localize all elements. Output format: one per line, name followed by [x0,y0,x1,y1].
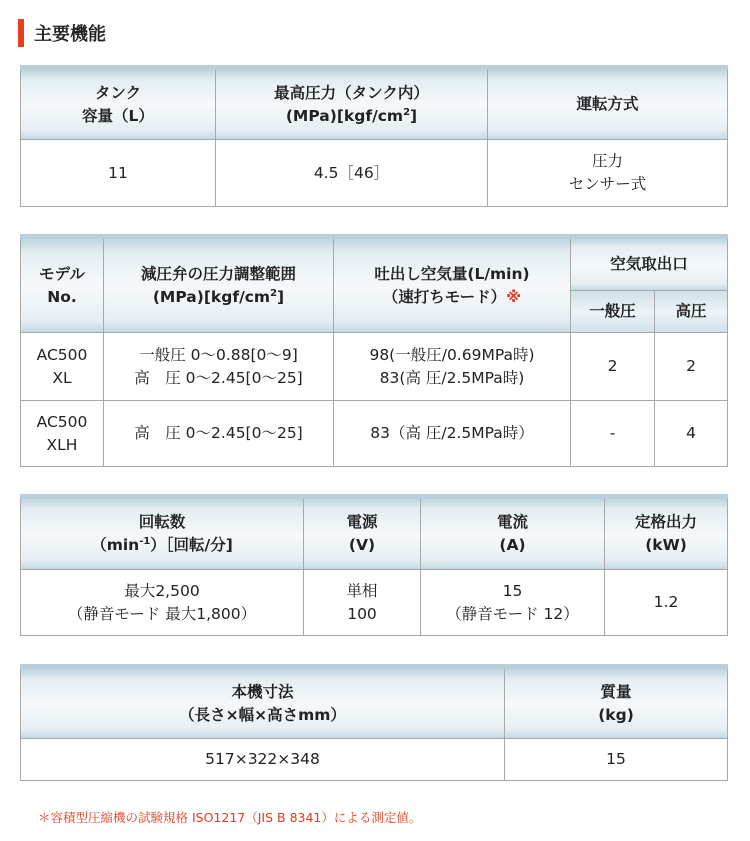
cell-line: AC500 [36,345,88,364]
header-rated-output [605,497,728,570]
table-header-row [21,497,728,570]
header-air-outlet [571,237,728,291]
header-unit-end: ] [277,287,285,306]
header-line: 本機寸法 [231,682,294,701]
table-row [21,333,728,401]
cell-outlet-high: 4 [655,401,728,467]
table-header-row [21,68,728,140]
cell-outlet-general: - [571,401,655,467]
cell-outlet-high: 2 [655,333,728,401]
header-line: 空気取出口 [610,255,688,273]
header-unit: （min [91,536,140,554]
dimensions-table [20,664,728,781]
cell-operation-method [488,140,728,207]
cell-line: 高 圧 0～2.45[0～25] [134,424,303,442]
cell-line: （静音モード 12） [446,604,579,623]
motor-spec-table [20,494,728,636]
header-line: 定格出力 [634,513,697,531]
header-weight [505,667,728,739]
header-outlet-high: 高圧 [655,291,728,333]
cell-max-pressure [216,140,488,207]
header-unit: (MPa)[kgf/cm [152,287,271,306]
superscript: 2 [270,287,278,299]
cell-line: 単相 [346,581,378,600]
cell-power-supply [304,570,421,636]
header-line: (V) [348,536,376,554]
cell-line: AC500 [36,412,88,431]
table-row [21,140,728,207]
header-line: (kg) [598,705,634,724]
cell-line: 1.2 [653,593,679,611]
model-spec-table [20,234,728,467]
cell-line: 15 [502,581,523,600]
header-line [338,286,566,309]
header-operation-method [488,68,728,140]
cell-rotation-speed [21,570,304,636]
table-row [21,739,728,781]
header-line: 容量（L） [82,106,154,125]
header-power-supply [304,497,421,570]
header-rotation-speed [21,497,304,570]
header-mode-note: （速打ちモード） [382,287,507,306]
header-unit: (MPa)[kgf/cm [285,106,404,125]
header-line: 回転数 [138,513,186,531]
header-air-delivery [334,237,571,333]
cell-line: センサー式 [568,175,647,193]
header-line: 吐出し空気量(L/min) [374,264,530,283]
cell-line: 83（高 圧/2.5MPa時） [370,424,534,442]
cell-line: 11 [108,163,128,182]
section-title-text: 主要機能 [34,24,106,45]
header-line: 電源 [346,513,378,531]
footnote-mark: ※ [506,287,522,306]
cell-line: 100 [347,604,377,623]
cell-model [21,333,104,401]
header-max-pressure [216,68,488,140]
cell-line: 98(一般圧/0.69MPa時) [369,345,535,364]
header-dimensions [21,667,505,739]
header-line: 電流 [496,513,528,531]
table-header-row [21,237,728,291]
cell-weight: 15 [505,739,728,781]
header-outlet-general: 一般圧 [571,291,655,333]
cell-air-delivery [334,401,571,467]
tank-spec-table [20,65,728,207]
cell-line: 圧力 [591,152,623,170]
cell-rated-output [605,570,728,636]
header-unit-end: ）［回転/分] [150,536,233,554]
superscript: -1 [139,535,151,547]
title-accent-bar [18,19,24,47]
header-line: （長さ×幅×高さmm） [179,705,346,724]
header-line [220,105,483,128]
cell-line: 一般圧 0～0.88[0～9] [139,345,298,364]
table-header-row [21,667,728,739]
cell-line: XL [52,368,72,387]
header-line: (kW) [645,536,687,554]
section-title [18,18,106,48]
cell-line: XLH [46,435,78,454]
cell-regulator-range [104,333,334,401]
cell-line: 83(高 圧/2.5MPa時) [379,368,525,387]
cell-model [21,401,104,467]
cell-current [421,570,605,636]
header-line: 質量 [600,682,632,701]
header-line: モデル [39,264,85,283]
superscript: 2 [403,106,411,118]
header-current [421,497,605,570]
header-tank-capacity [21,68,216,140]
header-unit-end: ] [410,106,418,125]
cell-regulator-range [104,401,334,467]
header-regulator-range [104,237,334,333]
header-line: 運転方式 [576,95,639,113]
cell-tank-capacity [21,140,216,207]
cell-line: （静音モード 最大1,800） [67,604,257,623]
cell-dimensions: 517×322×348 [21,739,505,781]
cell-line: 4.5［46］ [313,163,390,182]
header-line [108,286,329,309]
header-line: No. [47,287,77,306]
header-line [25,534,299,557]
cell-air-delivery [334,333,571,401]
cell-line: 最大2,500 [124,581,200,600]
cell-line: 高 圧 0～2.45[0～25] [134,368,303,387]
table-row [21,570,728,636]
table-row [21,401,728,467]
header-line: (A) [499,536,526,554]
header-line: 減圧弁の圧力調整範囲 [140,264,296,283]
header-line: 最高圧力（タンク内） [274,83,429,102]
header-line: タンク [94,83,142,102]
cell-outlet-general: 2 [571,333,655,401]
footnote: ＊容積型圧縮機の試験規格 ISO1217（JIS B 8341）による測定値。 [38,810,422,825]
header-model-no [21,237,104,333]
